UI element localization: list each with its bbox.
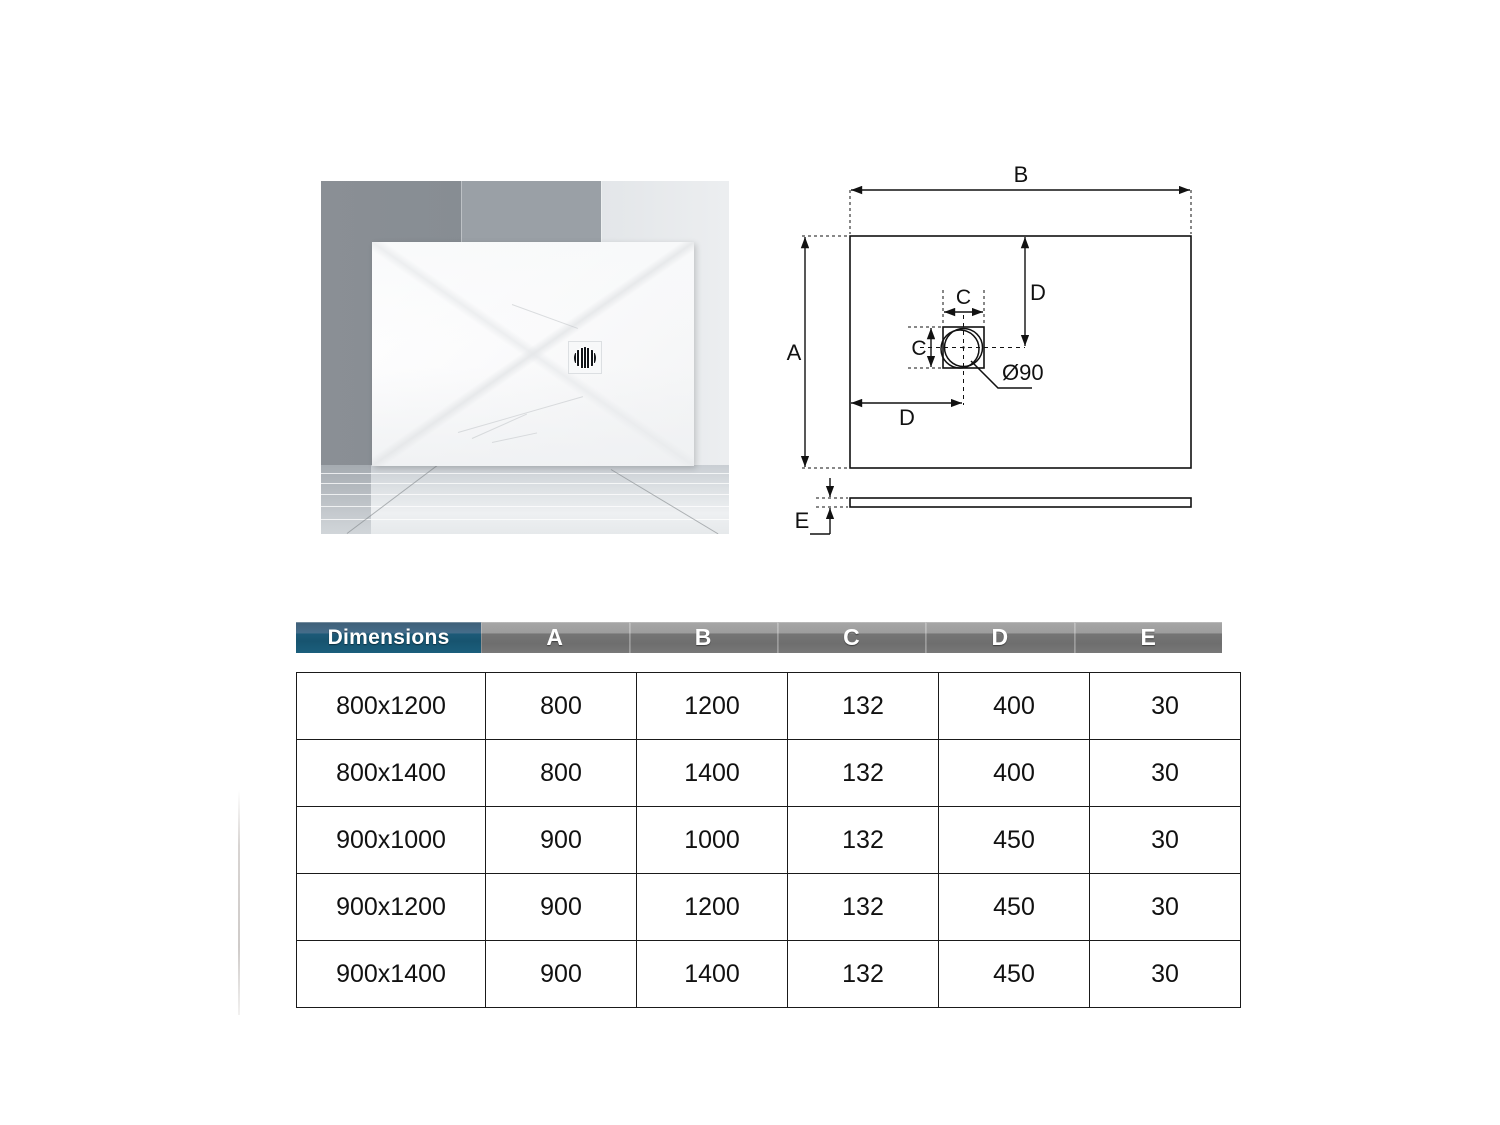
table-body <box>296 672 1241 1008</box>
floor-grout-line <box>321 519 729 520</box>
table-header-a: A <box>481 622 628 653</box>
cell-dimensions: 800x1400 <box>297 740 486 807</box>
cell-e: 30 <box>1090 874 1241 941</box>
cell-e: 30 <box>1090 807 1241 874</box>
floor-tiles <box>321 465 729 534</box>
cell-a: 900 <box>486 874 637 941</box>
drain-circles <box>941 329 983 369</box>
table-row <box>297 807 1241 874</box>
cell-b: 1400 <box>637 941 788 1008</box>
cell-a: 800 <box>486 673 637 740</box>
cell-b: 1400 <box>637 740 788 807</box>
drain-slot <box>584 347 586 368</box>
square-drain-grate <box>568 341 602 374</box>
dimension-label-d-horizontal: D <box>899 405 915 430</box>
technical-drawing <box>780 160 1220 560</box>
table-header-dimensions: Dimensions <box>296 622 481 653</box>
wall-panel-mid-top <box>461 181 601 245</box>
dimensions-table <box>296 622 1222 1008</box>
dimension-b <box>850 162 1191 234</box>
dimension-d-vertical <box>1025 237 1046 346</box>
floor-shadow-left <box>321 465 371 534</box>
cell-d: 400 <box>939 740 1090 807</box>
table-header-e: E <box>1074 622 1222 653</box>
cell-e: 30 <box>1090 740 1241 807</box>
drain-slot <box>581 348 583 368</box>
cell-c: 132 <box>788 807 939 874</box>
dimension-label-d-vertical: D <box>1030 280 1046 305</box>
drain-diameter-callout <box>971 360 1044 388</box>
cell-d: 450 <box>939 807 1090 874</box>
drain-slot <box>587 348 589 368</box>
cell-c: 132 <box>788 874 939 941</box>
cell-e: 30 <box>1090 673 1241 740</box>
floor-grout-line <box>321 473 729 474</box>
cell-b: 1200 <box>637 673 788 740</box>
cell-c: 132 <box>788 941 939 1008</box>
table-row <box>297 740 1241 807</box>
cell-dimensions: 800x1200 <box>297 673 486 740</box>
drain-diameter-label: Ø90 <box>1002 360 1044 385</box>
cell-d: 400 <box>939 673 1090 740</box>
floor-grout-line <box>321 494 729 495</box>
dimension-label-b: B <box>1013 162 1029 187</box>
tray-plan-outline <box>850 236 1191 468</box>
left-edge-artifact-line <box>238 790 240 1015</box>
cell-a: 800 <box>486 740 637 807</box>
drain-circle <box>574 347 596 369</box>
table-row <box>297 941 1241 1008</box>
dimension-label-a: A <box>786 340 802 365</box>
table-header-c: C <box>777 622 925 653</box>
dimension-a <box>787 236 848 468</box>
cell-c: 132 <box>788 673 939 740</box>
drain-slot <box>594 353 596 363</box>
cell-e: 30 <box>1090 941 1241 1008</box>
drain-slot <box>577 350 579 366</box>
cell-dimensions: 900x1400 <box>297 941 486 1008</box>
table-header-row <box>296 622 1222 653</box>
drain-slot <box>591 350 593 366</box>
dimension-label-c-vertical: C <box>911 337 927 360</box>
cell-a: 900 <box>486 807 637 874</box>
cell-dimensions: 900x1200 <box>297 874 486 941</box>
shower-tray <box>372 242 694 466</box>
dimension-d-horizontal <box>851 403 962 430</box>
floor-grout-line <box>321 483 729 484</box>
cell-b: 1200 <box>637 874 788 941</box>
dimension-label-e: E <box>794 508 810 533</box>
cell-c: 132 <box>788 740 939 807</box>
dimension-c-horizontal <box>943 286 984 326</box>
section-view <box>795 478 1191 534</box>
cell-d: 450 <box>939 874 1090 941</box>
dimension-label-c-horizontal: C <box>955 286 972 309</box>
table-row <box>297 874 1241 941</box>
drain-slot <box>574 353 576 363</box>
cell-b: 1000 <box>637 807 788 874</box>
cell-dimensions: 900x1000 <box>297 807 486 874</box>
cell-d: 450 <box>939 941 1090 1008</box>
table-header-b: B <box>629 622 777 653</box>
table-header-d: D <box>925 622 1073 653</box>
cell-a: 900 <box>486 941 637 1008</box>
table-row <box>297 673 1241 740</box>
product-photo <box>321 181 729 534</box>
